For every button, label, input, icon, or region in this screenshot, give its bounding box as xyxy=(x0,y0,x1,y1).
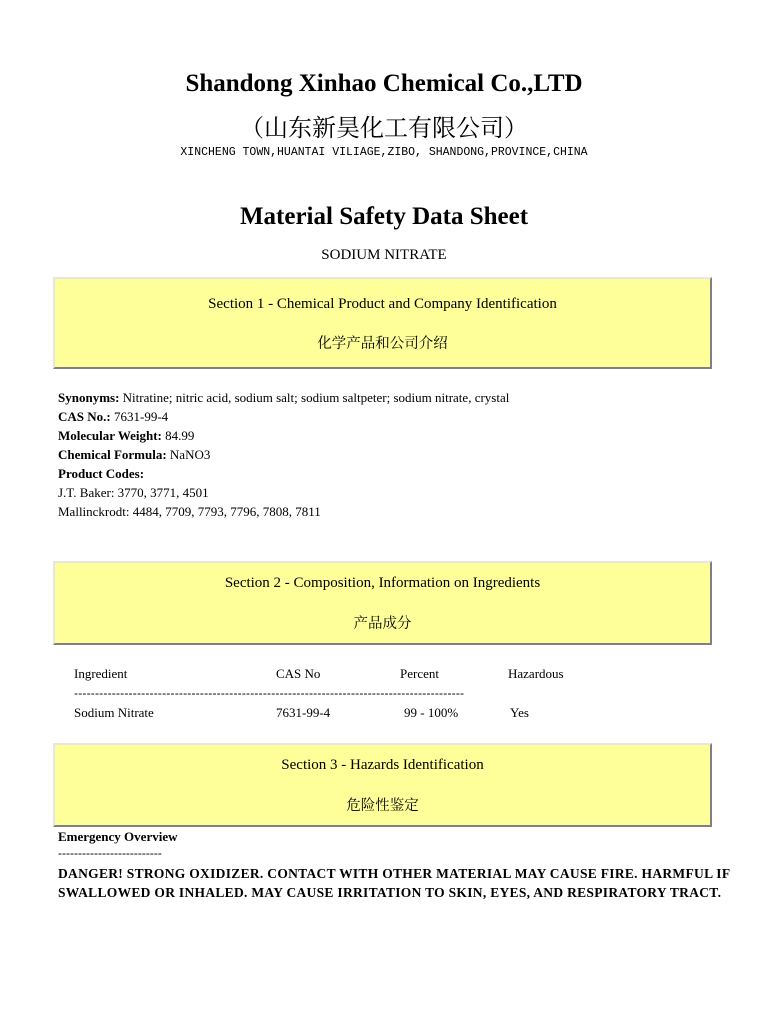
emergency-overview-text: DANGER! STRONG OXIDIZER. CONTACT WITH OTHER MATERIAL MAY CAUSE FIRE. HARMFUL IF SWALLOWED OR INHALED. MAY CAUSE IRRITATION TO SKIN, EYES, AND RESPIRATORY TRACT. xyxy=(58,866,730,900)
company-name-chinese: （山东新昊化工有限公司） xyxy=(240,114,528,142)
cas-label: CAS No.: xyxy=(58,409,111,424)
synonyms-line xyxy=(58,388,509,407)
section-2-header xyxy=(53,561,712,645)
table-divider: --------------------------------------------------------------------------------------------- xyxy=(74,686,465,700)
table-header-cas: CAS No xyxy=(276,666,321,681)
section-3-title: Section 3 - Hazards Identification xyxy=(281,757,484,773)
molecular-weight-value: 84.99 xyxy=(161,428,195,443)
section-2-title-chinese: 产品成分 xyxy=(353,616,412,632)
table-header-hazardous: Hazardous xyxy=(508,666,564,681)
section-1-title: Section 1 - Chemical Product and Company Identification xyxy=(208,296,557,312)
table-header-ingredient: Ingredient xyxy=(74,666,128,681)
section-1-title-chinese: 化学产品和公司介绍 xyxy=(317,336,448,352)
product-codes-label: Product Codes: xyxy=(58,466,145,481)
molecular-weight-label: Molecular Weight: xyxy=(58,428,162,443)
chemical-formula-label: Chemical Formula: xyxy=(58,447,167,462)
cas-value: 7631-99-4 xyxy=(110,409,169,424)
synonyms-label: Synonyms: xyxy=(58,390,120,405)
company-name: Shandong Xinhao Chemical Co.,LTD xyxy=(185,70,583,97)
company-address: XINCHENG TOWN,HUANTAI VILIAGE,ZIBO, SHANDONG,PROVINCE,CHINA xyxy=(180,146,588,159)
section-3-title-chinese: 危险性鉴定 xyxy=(346,798,419,814)
table-cell-ingredient: Sodium Nitrate xyxy=(74,705,154,720)
section-1-header xyxy=(53,277,712,369)
table-cell-percent: 99 - 100% xyxy=(404,705,459,720)
emergency-overview-title: Emergency Overview xyxy=(58,829,178,844)
synonyms-value: Nitratine; nitric acid, sodium salt; sodium saltpeter; sodium nitrate, crystal xyxy=(119,390,510,405)
table-cell-cas: 7631-99-4 xyxy=(276,705,331,720)
product-name: SODIUM NITRATE xyxy=(321,247,447,263)
product-codes-mallinckrodt: Mallinckrodt: 4484, 7709, 7793, 7796, 7808, 7811 xyxy=(58,504,321,519)
emergency-overview-divider: -------------------------- xyxy=(58,846,162,860)
molecular-weight-line xyxy=(58,426,194,445)
table-header-percent: Percent xyxy=(400,666,439,681)
table-cell-hazardous: Yes xyxy=(510,705,529,720)
chemical-formula-line xyxy=(58,445,210,464)
cas-line xyxy=(58,407,168,426)
product-codes-baker: J.T. Baker: 3770, 3771, 4501 xyxy=(58,485,209,500)
document-title: Material Safety Data Sheet xyxy=(239,203,529,230)
chemical-formula-value: NaNO3 xyxy=(166,447,211,462)
section-3-header xyxy=(53,743,712,827)
section-2-title: Section 2 - Composition, Information on Ingredients xyxy=(224,575,541,591)
